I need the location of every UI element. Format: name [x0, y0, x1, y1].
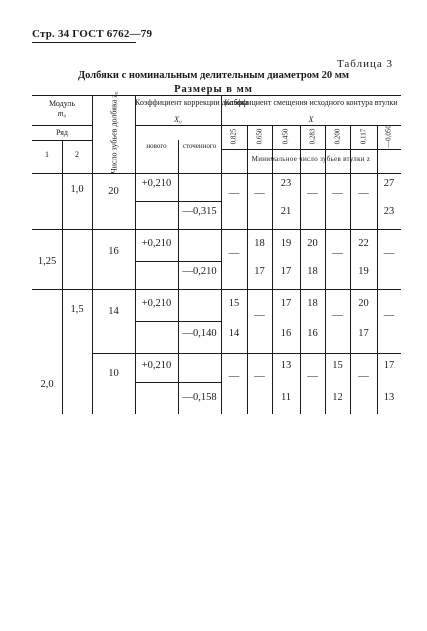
- x0-new-cell: +0,210: [141, 298, 172, 309]
- x0-ground-cell: —0,158: [182, 392, 217, 403]
- min-teeth-cell: 17: [280, 298, 292, 309]
- module-row1-cell: 2,0: [40, 379, 54, 390]
- min-teeth-cell: 12: [332, 392, 343, 403]
- shift-header: Коэффициент смещения исходного контура втулки: [224, 98, 398, 107]
- min-teeth-cell: 19: [280, 238, 292, 249]
- min-teeth-cell: 23: [280, 178, 292, 189]
- min-teeth-cell: 17: [254, 266, 265, 277]
- coef-corr-header: Коэффициент коррекции долбяка: [135, 98, 249, 107]
- min-teeth-cell: —: [383, 248, 395, 259]
- min-teeth-cell: —: [358, 371, 369, 382]
- row-header: Ряд: [56, 128, 68, 137]
- row1-header: 1: [45, 150, 49, 159]
- min-teeth-cell: 18: [307, 298, 318, 309]
- module-row1-cell: 1,25: [37, 256, 57, 267]
- new-header: нового: [146, 142, 167, 150]
- shift-value: 0,200: [333, 128, 342, 145]
- min-teeth-cell: —: [358, 188, 369, 199]
- min-teeth-cell: 16: [280, 328, 292, 339]
- module-header: Модуль: [48, 99, 76, 108]
- teeth-header: Число зубьев долбяка z₀: [109, 91, 119, 174]
- x0-new-cell: +0,210: [141, 360, 172, 371]
- min-teeth-cell: 22: [358, 238, 369, 249]
- units-line: Размеры в мм: [174, 84, 253, 95]
- teeth-cell: 16: [108, 246, 119, 257]
- shift-value: 0,283: [308, 128, 317, 145]
- shift-value: 0,650: [255, 128, 264, 145]
- min-teeth-cell: —: [307, 371, 318, 382]
- min-teeth-cell: 17: [358, 328, 369, 339]
- coef-corr-symbol: X₀: [174, 115, 182, 124]
- min-teeth-cell: 16: [307, 328, 318, 339]
- min-teeth-cell: 23: [383, 206, 395, 217]
- min-teeth-cell: —: [254, 371, 265, 382]
- table-number: Таблица 3: [336, 58, 393, 70]
- min-teeth-cell: 17: [383, 360, 395, 371]
- min-teeth-cell: 14: [228, 328, 240, 339]
- row2-header: 2: [75, 150, 79, 159]
- min-teeth-cell: 15: [332, 360, 343, 371]
- x0-ground-cell: —0,210: [182, 266, 217, 277]
- min-teeth-cell: 18: [254, 238, 265, 249]
- min-teeth-cell: —: [228, 371, 240, 382]
- min-teeth-cell: —: [332, 310, 343, 321]
- min-teeth-cell: 11: [280, 392, 292, 403]
- teeth-cell: 14: [108, 306, 119, 317]
- teeth-cell: 10: [108, 368, 119, 379]
- x0-ground-cell: —0,140: [182, 328, 217, 339]
- min-teeth-cell: —: [254, 310, 265, 321]
- min-teeth-cell: 18: [307, 266, 318, 277]
- page-header: Стр. 34 ГОСТ 6762—79: [32, 28, 153, 40]
- min-teeth-cell: —: [383, 310, 395, 321]
- min-teeth-cell: —: [254, 188, 265, 199]
- x0-new-cell: +0,210: [141, 238, 172, 249]
- min-teeth-cell: 20: [307, 238, 318, 249]
- x0-new-cell: +0,210: [141, 178, 172, 189]
- min-teeth-cell: 15: [228, 298, 240, 309]
- module-row2-cell: 1,0: [70, 184, 84, 195]
- min-teeth-cell: —: [332, 248, 343, 259]
- shift-symbol: X: [308, 115, 314, 124]
- min-teeth-cell: 17: [280, 266, 292, 277]
- table-title: Долбяки с номинальным делительным диаметром 20 мм: [77, 70, 350, 81]
- x0-ground-cell: —0,315: [182, 206, 217, 217]
- shift-value: 0,117: [359, 128, 368, 145]
- shift-value: 0,825: [229, 128, 238, 145]
- module-row2-cell: 1,5: [70, 304, 84, 315]
- min-teeth-cell: 21: [280, 206, 292, 217]
- ground-header: сточенного: [182, 142, 217, 150]
- min-teeth-cell: —: [307, 188, 318, 199]
- min-teeth-cell: 13: [383, 392, 395, 403]
- min-teeth-cell: 20: [358, 298, 369, 309]
- min-teeth-cell: 19: [358, 266, 369, 277]
- min-teeth-cell: 27: [383, 178, 395, 189]
- min-teeth-cell: 13: [280, 360, 292, 371]
- module-symbol: m₀: [57, 109, 67, 118]
- shift-value: 0,450: [281, 128, 290, 145]
- min-teeth-cell: —: [228, 248, 240, 259]
- teeth-cell: 20: [108, 186, 119, 197]
- min-teeth-cell: —: [332, 188, 343, 199]
- shift-value: —0,050: [384, 125, 393, 148]
- min-teeth-cell: —: [228, 188, 240, 199]
- min-teeth-header: Минимальное число зубьев втулки z: [251, 155, 371, 163]
